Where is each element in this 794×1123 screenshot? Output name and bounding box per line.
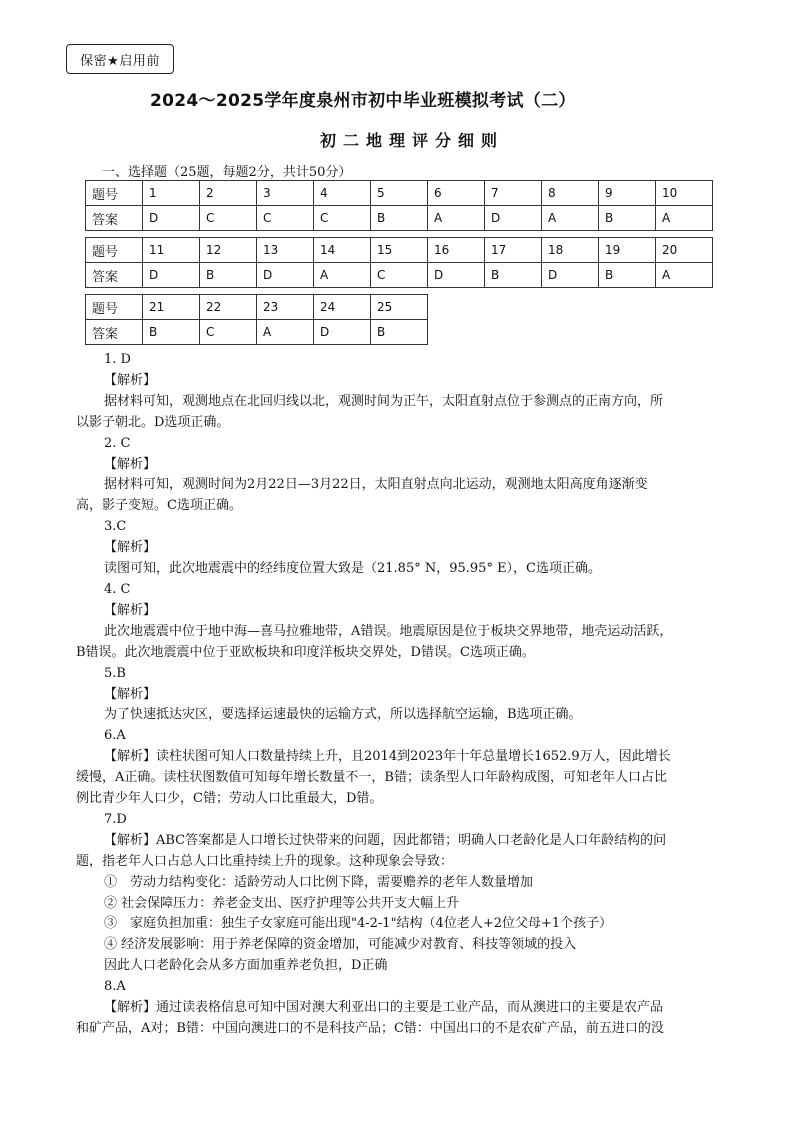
answer-table-11-20 — [85, 237, 713, 288]
content-line: 为了快速抵达灾区，要选择运速最快的运输方式，所以选择航空运输，B选项正确。 — [104, 707, 582, 723]
answer-cell: D — [542, 263, 599, 288]
question-number-cell: 4 — [314, 181, 371, 206]
content-line: 4. C — [104, 581, 131, 597]
question-number-cell: 1 — [143, 181, 200, 206]
question-row-label: 题号 — [86, 238, 143, 263]
answer-cell: B — [485, 263, 542, 288]
content-line: 和矿产品，A对；B错：中国向澳进口的不是科技产品；C错：中国出口的不是农矿产品，前五进口的没 — [76, 1021, 664, 1036]
content-line: 【解析】 — [104, 602, 157, 618]
answer-cell: B — [143, 320, 200, 345]
answer-cell: C — [371, 263, 428, 288]
question-number-cell: 23 — [257, 295, 314, 320]
answer-cell: C — [200, 320, 257, 345]
answer-row — [86, 206, 713, 231]
content-line: 【解析】 — [104, 686, 157, 702]
question-number-cell: 15 — [371, 238, 428, 263]
content-line: 读图可知，此次地震震中的经纬度位置大致是（21.85° N，95.95° E），C选项正确。 — [104, 561, 602, 577]
answer-cell: A — [314, 263, 371, 288]
answer-cell: A — [257, 320, 314, 345]
answer-cell: A — [656, 206, 713, 231]
content-line: 因此人口老龄化会从多方面加重养老负担，D正确 — [104, 958, 388, 974]
answer-row — [86, 320, 428, 345]
question-number-cell: 13 — [257, 238, 314, 263]
content-line: 2. C — [104, 435, 131, 451]
answer-table-21-25 — [85, 294, 428, 345]
question-number-cell: 18 — [542, 238, 599, 263]
content-line: 例比青少年人口少，C错；劳动人口比重最大，D错。 — [76, 791, 383, 807]
question-number-cell: 10 — [656, 181, 713, 206]
exam-subtitle: 初二地理评分细则 — [319, 131, 504, 150]
content-line: 【解析】读柱状图可知人口数量持续上升，且2014到2023年十年总量增长1652.9万人，因此增长 — [104, 749, 671, 765]
question-number-cell: 12 — [200, 238, 257, 263]
content-line: 据材料可知，观测地点在北回归线以北，观测时间为正午，太阳直射点位于参测点的正南方向，所 — [104, 393, 664, 409]
question-number-cell: 20 — [656, 238, 713, 263]
question-row — [86, 295, 428, 320]
question-row — [86, 238, 713, 263]
answer-cell: A — [428, 206, 485, 231]
answer-cell: B — [599, 206, 656, 231]
answer-cell: B — [599, 263, 656, 288]
explanation-content — [76, 350, 716, 1040]
content-line: 【解析】 — [104, 540, 157, 556]
answer-cell: B — [200, 263, 257, 288]
answer-cell: A — [656, 263, 713, 288]
question-number-cell: 7 — [485, 181, 542, 206]
question-row — [86, 181, 713, 206]
question-number-cell: 16 — [428, 238, 485, 263]
confidential-badge: 保密★启用前 — [66, 44, 174, 74]
question-number-cell: 25 — [371, 295, 428, 320]
content-line: 以影子朝北。D选项正确。 — [76, 414, 230, 430]
content-line: 据材料可知，观测时间为2月22日—3月22日，太阳直射点向北运动，观测地太阳高度角逐渐变 — [104, 477, 648, 493]
answer-cell: A — [542, 206, 599, 231]
answer-cell: D — [314, 320, 371, 345]
question-number-cell: 9 — [599, 181, 656, 206]
content-line: 题，指老年人口占总人口比重持续上升的现象。这种现象会导致： — [76, 853, 454, 869]
question-number-cell: 3 — [257, 181, 314, 206]
content-line: 此次地震震中位于地中海—喜马拉雅地带，A错误。地震原因是位于板块交界地带，地壳运动活跃， — [104, 623, 673, 639]
content-line: 【解析】 — [104, 372, 157, 388]
content-line: B错误。此次地震震中位于亚欧板块和印度洋板块交界处，D错误。C选项正确。 — [76, 644, 535, 660]
content-line: 高，影子变短。C选项正确。 — [76, 498, 242, 514]
question-number-cell: 14 — [314, 238, 371, 263]
content-line: 1. D — [104, 352, 131, 367]
answer-cell: C — [314, 206, 371, 231]
question-row-label: 题号 — [86, 181, 143, 206]
question-row-label: 题号 — [86, 295, 143, 320]
content-line: 【解析】ABC答案都是人口增长过快带来的问题，因此都错；明确人口老龄化是人口年龄结构的问 — [104, 832, 667, 848]
content-line: ④ 经济发展影响：用于养老保障的资金增加，可能减少对教育、科技等领域的投入 — [104, 937, 577, 953]
section-title: 一、选择题（25题，每题2分，共计50分） — [102, 165, 352, 180]
content-line: 【解析】 — [104, 456, 157, 472]
question-number-cell: 6 — [428, 181, 485, 206]
question-number-cell: 24 — [314, 295, 371, 320]
answer-row-label: 答案 — [86, 206, 143, 231]
content-line: 5.B — [104, 665, 126, 681]
answer-row-label: 答案 — [86, 320, 143, 345]
question-number-cell: 8 — [542, 181, 599, 206]
content-line: ① 劳动力结构变化：适龄劳动人口比例下降，需要赡养的老年人数量增加 — [104, 874, 534, 890]
answer-row — [86, 263, 713, 288]
content-line: 3.C — [104, 519, 127, 535]
exam-title: 2024～2025学年度泉州市初中毕业班模拟考试（二） — [150, 91, 576, 111]
question-number-cell: 2 — [200, 181, 257, 206]
content-line: 缓慢，A正确。读柱状图数值可知每年增长数量不一，B错；读条型人口年龄构成图，可知老年人口占比 — [76, 770, 667, 786]
answer-cell: C — [257, 206, 314, 231]
question-number-cell: 11 — [143, 238, 200, 263]
question-number-cell: 17 — [485, 238, 542, 263]
question-number-cell: 21 — [143, 295, 200, 320]
answer-cell: D — [143, 263, 200, 288]
answer-cell: C — [200, 206, 257, 231]
content-line: 7.D — [104, 811, 127, 827]
content-line: ② 社会保障压力：养老金支出、医疗护理等公共开支大幅上升 — [104, 895, 460, 911]
question-number-cell: 19 — [599, 238, 656, 263]
answer-row-label: 答案 — [86, 263, 143, 288]
answer-cell: D — [428, 263, 485, 288]
answer-cell: D — [257, 263, 314, 288]
answer-table-1-10 — [85, 180, 713, 231]
answer-cell: D — [485, 206, 542, 231]
content-line: ③ 家庭负担加重：独生子女家庭可能出现"4-2-1"结构（4位老人+2位父母+1个孩子） — [104, 916, 613, 932]
question-number-cell: 5 — [371, 181, 428, 206]
answer-cell: D — [143, 206, 200, 231]
answer-cell: B — [371, 320, 428, 345]
question-number-cell: 22 — [200, 295, 257, 320]
content-line: 【解析】通过读表格信息可知中国对澳大利亚出口的主要是工业产品，而从澳进口的主要是农产品 — [104, 1000, 664, 1016]
answer-cell: B — [371, 206, 428, 231]
content-line: 8.A — [104, 979, 126, 995]
content-line: 6.A — [104, 728, 126, 744]
